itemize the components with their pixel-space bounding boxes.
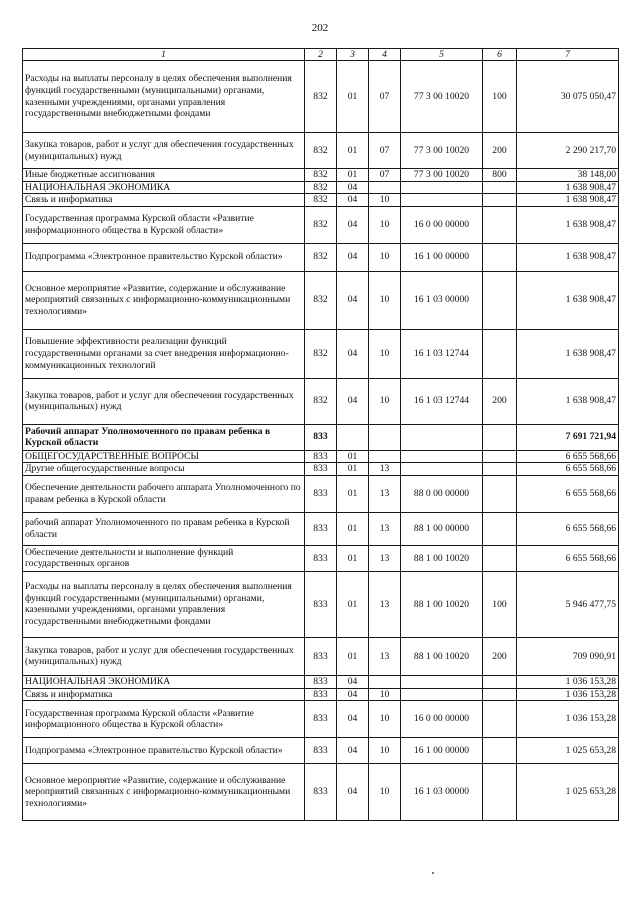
row-subsection-cell (369, 675, 401, 688)
table-row (23, 378, 619, 424)
row-section-cell: 04 (337, 675, 369, 688)
row-section-cell: 04 (337, 738, 369, 764)
row-target-cell (401, 450, 483, 463)
row-code-cell: 832 (305, 133, 337, 169)
row-target-cell: 88 1 00 10020 (401, 545, 483, 571)
row-code-cell: 833 (305, 571, 337, 637)
row-subsection-cell: 10 (369, 378, 401, 424)
table-row (23, 701, 619, 738)
row-section-cell: 01 (337, 571, 369, 637)
row-section-cell: 04 (337, 206, 369, 243)
row-name-cell: Расходы на выплаты персоналу в целях обеспечения выполнения функций государственными (муниципальными) органами, казенными учреждениями, органами управления государственными внебюджетными фондами (23, 61, 305, 133)
row-subsection-cell: 07 (369, 169, 401, 182)
row-amount-cell: 1 638 908,47 (517, 329, 619, 378)
row-target-cell: 16 1 03 12744 (401, 329, 483, 378)
row-expense-type-cell (483, 243, 517, 271)
row-target-cell: 77 3 00 10020 (401, 61, 483, 133)
row-subsection-cell (369, 450, 401, 463)
row-code-cell: 833 (305, 764, 337, 821)
row-section-cell: 04 (337, 243, 369, 271)
row-expense-type-cell (483, 194, 517, 207)
row-section-cell: 04 (337, 701, 369, 738)
row-name-cell: рабочий аппарат Уполномоченного по правам ребенка в Курской области (23, 512, 305, 545)
column-header: 2 (305, 49, 337, 61)
row-amount-cell: 1 638 908,47 (517, 206, 619, 243)
row-code-cell: 833 (305, 475, 337, 512)
row-section-cell: 04 (337, 181, 369, 194)
row-expense-type-cell (483, 271, 517, 329)
row-expense-type-cell (483, 475, 517, 512)
row-code-cell: 833 (305, 512, 337, 545)
row-subsection-cell: 07 (369, 133, 401, 169)
row-section-cell: 01 (337, 61, 369, 133)
row-section-cell: 01 (337, 463, 369, 476)
row-amount-cell: 1 025 653,28 (517, 764, 619, 821)
row-amount-cell: 6 655 568,66 (517, 463, 619, 476)
row-expense-type-cell (483, 688, 517, 701)
table-row (23, 450, 619, 463)
row-amount-cell: 5 946 477,75 (517, 571, 619, 637)
row-target-cell: 88 1 00 00000 (401, 512, 483, 545)
row-section-cell: 04 (337, 764, 369, 821)
table-row (23, 571, 619, 637)
row-amount-cell: 1 025 653,28 (517, 738, 619, 764)
column-header: 1 (23, 49, 305, 61)
row-subsection-cell (369, 424, 401, 450)
row-name-cell: Связь и информатика (23, 688, 305, 701)
row-amount-cell: 709 090,91 (517, 637, 619, 675)
row-code-cell: 833 (305, 450, 337, 463)
row-expense-type-cell (483, 463, 517, 476)
row-section-cell: 01 (337, 450, 369, 463)
row-name-cell: НАЦИОНАЛЬНАЯ ЭКОНОМИКА (23, 181, 305, 194)
row-amount-cell: 2 290 217,70 (517, 133, 619, 169)
table-row (23, 764, 619, 821)
table-row (23, 271, 619, 329)
row-target-cell: 16 0 00 00000 (401, 206, 483, 243)
table-row (23, 463, 619, 476)
row-section-cell: 04 (337, 194, 369, 207)
row-name-cell: Закупка товаров, работ и услуг для обеспечения государственных (муниципальных) нужд (23, 378, 305, 424)
row-expense-type-cell (483, 675, 517, 688)
row-amount-cell: 6 655 568,66 (517, 512, 619, 545)
column-header: 3 (337, 49, 369, 61)
row-amount-cell: 1 638 908,47 (517, 271, 619, 329)
row-expense-type-cell (483, 329, 517, 378)
row-target-cell: 16 1 00 00000 (401, 738, 483, 764)
row-subsection-cell: 13 (369, 545, 401, 571)
row-section-cell: 04 (337, 378, 369, 424)
row-code-cell: 833 (305, 545, 337, 571)
row-section-cell: 01 (337, 545, 369, 571)
row-name-cell: НАЦИОНАЛЬНАЯ ЭКОНОМИКА (23, 675, 305, 688)
row-section-cell: 04 (337, 329, 369, 378)
row-target-cell: 77 3 00 10020 (401, 169, 483, 182)
table-header-row (23, 49, 619, 61)
row-name-cell: Подпрограмма «Электронное правительство Курской области» (23, 738, 305, 764)
row-code-cell: 833 (305, 688, 337, 701)
row-subsection-cell: 10 (369, 329, 401, 378)
row-target-cell (401, 194, 483, 207)
row-subsection-cell: 10 (369, 738, 401, 764)
row-subsection-cell: 13 (369, 637, 401, 675)
table-row (23, 61, 619, 133)
row-name-cell: Государственная программа Курской области «Развитие информационного общества в Курской области» (23, 701, 305, 738)
row-target-cell (401, 688, 483, 701)
row-name-cell: Обеспечение деятельности и выполнение функций государственных органов (23, 545, 305, 571)
row-expense-type-cell: 800 (483, 169, 517, 182)
table-row (23, 738, 619, 764)
row-code-cell: 832 (305, 271, 337, 329)
row-target-cell: 16 1 00 00000 (401, 243, 483, 271)
row-expense-type-cell: 200 (483, 637, 517, 675)
row-expense-type-cell: 200 (483, 133, 517, 169)
row-expense-type-cell (483, 424, 517, 450)
table-row (23, 181, 619, 194)
budget-table (22, 48, 619, 821)
table-row (23, 206, 619, 243)
row-amount-cell: 38 148,00 (517, 169, 619, 182)
column-header: 4 (369, 49, 401, 61)
row-amount-cell: 6 655 568,66 (517, 450, 619, 463)
row-expense-type-cell (483, 206, 517, 243)
column-header: 7 (517, 49, 619, 61)
row-name-cell: Расходы на выплаты персоналу в целях обеспечения выполнения функций государственными (муниципальными) органами, казенными учреждениями, органами управления государственными внебюджетными фондами (23, 571, 305, 637)
row-section-cell: 04 (337, 271, 369, 329)
row-code-cell: 832 (305, 206, 337, 243)
row-subsection-cell: 13 (369, 475, 401, 512)
row-expense-type-cell (483, 181, 517, 194)
row-code-cell: 832 (305, 61, 337, 133)
row-name-cell: Иные бюджетные ассигнования (23, 169, 305, 182)
table-row (23, 133, 619, 169)
row-subsection-cell: 10 (369, 271, 401, 329)
row-subsection-cell: 10 (369, 206, 401, 243)
row-code-cell: 833 (305, 463, 337, 476)
table-row (23, 545, 619, 571)
table-row (23, 675, 619, 688)
row-amount-cell: 1 036 153,28 (517, 688, 619, 701)
row-name-cell: Подпрограмма «Электронное правительство Курской области» (23, 243, 305, 271)
column-header: 5 (401, 49, 483, 61)
row-amount-cell: 1 036 153,28 (517, 675, 619, 688)
row-subsection-cell: 13 (369, 512, 401, 545)
row-section-cell: 01 (337, 133, 369, 169)
row-name-cell: Повышение эффективности реализации функций государственными органами за счет внедрения информационно-коммуникационных технологий (23, 329, 305, 378)
row-subsection-cell: 13 (369, 571, 401, 637)
row-code-cell: 832 (305, 181, 337, 194)
row-code-cell: 832 (305, 169, 337, 182)
row-target-cell (401, 181, 483, 194)
row-code-cell: 832 (305, 243, 337, 271)
row-name-cell: Государственная программа Курской области «Развитие информационного общества в Курской области» (23, 206, 305, 243)
table-row (23, 243, 619, 271)
row-expense-type-cell (483, 738, 517, 764)
table-row (23, 637, 619, 675)
row-target-cell (401, 675, 483, 688)
row-amount-cell: 1 036 153,28 (517, 701, 619, 738)
row-amount-cell: 7 691 721,94 (517, 424, 619, 450)
row-subsection-cell: 10 (369, 764, 401, 821)
row-code-cell: 833 (305, 637, 337, 675)
row-target-cell: 16 1 03 00000 (401, 271, 483, 329)
row-section-cell: 01 (337, 512, 369, 545)
row-target-cell: 16 0 00 00000 (401, 701, 483, 738)
row-name-cell: Основное мероприятие «Развитие, содержание и обслуживание мероприятий связанных с информационно-коммуникационными технологиями» (23, 764, 305, 821)
row-target-cell: 16 1 03 12744 (401, 378, 483, 424)
row-expense-type-cell (483, 545, 517, 571)
row-target-cell: 77 3 00 10020 (401, 133, 483, 169)
row-code-cell: 832 (305, 329, 337, 378)
row-name-cell: Связь и информатика (23, 194, 305, 207)
row-amount-cell: 6 655 568,66 (517, 475, 619, 512)
row-section-cell: 01 (337, 475, 369, 512)
row-section-cell (337, 424, 369, 450)
table-row (23, 194, 619, 207)
row-amount-cell: 30 075 050,47 (517, 61, 619, 133)
row-code-cell: 833 (305, 424, 337, 450)
row-target-cell: 88 0 00 00000 (401, 475, 483, 512)
row-name-cell: Обеспечение деятельности рабочего аппарата Уполномоченного по правам ребенка в Курской области (23, 475, 305, 512)
table-row (23, 424, 619, 450)
row-section-cell: 04 (337, 688, 369, 701)
row-subsection-cell: 13 (369, 463, 401, 476)
row-target-cell (401, 463, 483, 476)
row-expense-type-cell (483, 450, 517, 463)
row-amount-cell: 1 638 908,47 (517, 181, 619, 194)
row-expense-type-cell (483, 701, 517, 738)
row-name-cell: Рабочий аппарат Уполномоченного по правам ребенка в Курской области (23, 424, 305, 450)
row-code-cell: 833 (305, 701, 337, 738)
row-expense-type-cell (483, 764, 517, 821)
page-number: 202 (311, 22, 329, 34)
row-subsection-cell: 10 (369, 688, 401, 701)
scan-speck (432, 872, 434, 874)
table-body (23, 61, 619, 821)
row-name-cell: Закупка товаров, работ и услуг для обеспечения государственных (муниципальных) нужд (23, 133, 305, 169)
row-amount-cell: 1 638 908,47 (517, 194, 619, 207)
table-row (23, 512, 619, 545)
row-name-cell: Закупка товаров, работ и услуг для обеспечения государственных (муниципальных) нужд (23, 637, 305, 675)
row-amount-cell: 6 655 568,66 (517, 545, 619, 571)
row-name-cell: ОБЩЕГОСУДАРСТВЕННЫЕ ВОПРОСЫ (23, 450, 305, 463)
row-section-cell: 01 (337, 637, 369, 675)
row-subsection-cell: 07 (369, 61, 401, 133)
table-row (23, 329, 619, 378)
row-subsection-cell: 10 (369, 243, 401, 271)
row-section-cell: 01 (337, 169, 369, 182)
row-amount-cell: 1 638 908,47 (517, 378, 619, 424)
row-expense-type-cell: 100 (483, 571, 517, 637)
row-name-cell: Другие общегосударственные вопросы (23, 463, 305, 476)
row-amount-cell: 1 638 908,47 (517, 243, 619, 271)
table-row (23, 688, 619, 701)
row-code-cell: 833 (305, 738, 337, 764)
row-expense-type-cell: 100 (483, 61, 517, 133)
row-subsection-cell (369, 181, 401, 194)
row-subsection-cell: 10 (369, 194, 401, 207)
row-code-cell: 832 (305, 378, 337, 424)
row-target-cell: 88 1 00 10020 (401, 637, 483, 675)
table-row (23, 169, 619, 182)
row-name-cell: Основное мероприятие «Развитие, содержание и обслуживание мероприятий связанных с информационно-коммуникационными технологиями» (23, 271, 305, 329)
row-expense-type-cell (483, 512, 517, 545)
table-row (23, 475, 619, 512)
row-expense-type-cell: 200 (483, 378, 517, 424)
row-code-cell: 833 (305, 675, 337, 688)
row-target-cell: 88 1 00 10020 (401, 571, 483, 637)
row-target-cell: 16 1 03 00000 (401, 764, 483, 821)
row-target-cell (401, 424, 483, 450)
column-header: 6 (483, 49, 517, 61)
row-subsection-cell: 10 (369, 701, 401, 738)
row-code-cell: 832 (305, 194, 337, 207)
